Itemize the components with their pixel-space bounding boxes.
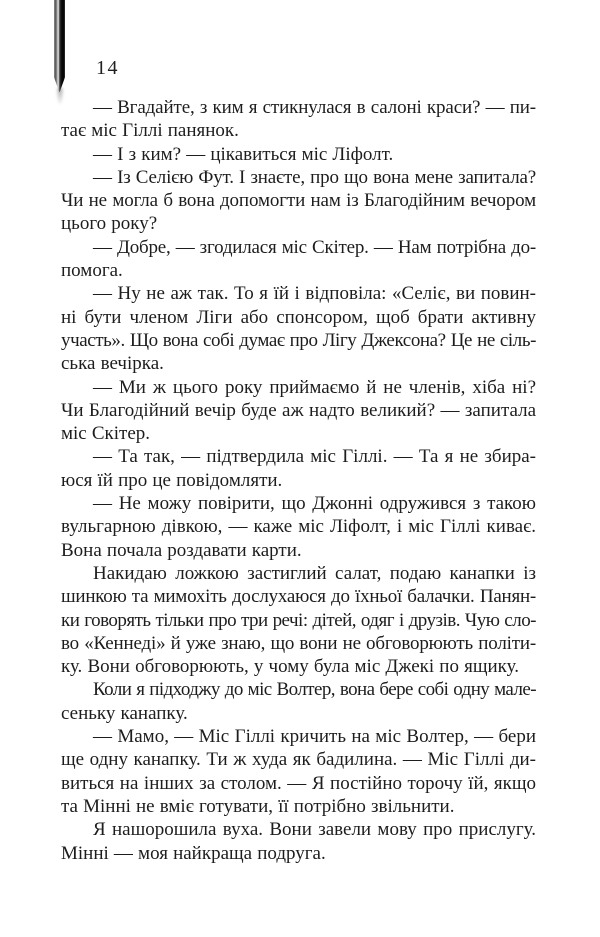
text-line: Накидаю ложкою застиглий салат, подаю канапки із [93,562,536,584]
paragraph [61,492,536,562]
text-line: — Добре, — згодилася міс Скітер. — Нам потрібна до- [93,236,536,258]
text-line: — Не можу повірити, що Джонні одружився з такою [93,493,536,515]
text-line: ська вечірка. [61,353,164,375]
text-line: юся їй про це повідомляти. [61,469,283,491]
text-line: шинкою та мимохіть дослухаюся до їхньої балачки. Панян- [61,586,536,608]
paragraph [61,725,536,818]
paragraph [61,678,536,725]
text-line: во «Кеннеді» й уже знаю, що вони не обговорюють політи- [61,632,536,654]
text-line: вульгарною дівкою, — каже міс Ліфолт, і міс Гіллі киває. [61,516,536,538]
page-number: 14 [96,57,119,79]
text-line: та Мінні не вміє готувати, її потрібно звільнити. [61,795,455,817]
text-line: Чи не могла б вона допомогти нам із Благодійним вечором [61,190,536,212]
paragraph [61,166,536,236]
paragraph [61,376,536,446]
text-line: помога. [61,260,123,282]
text-line: ні бути членом Ліги або спонсором, щоб брати активну [61,306,536,328]
paragraph [61,96,536,143]
text-line: — Мамо, — Міс Гіллі кричить на міс Волтер, — бери [93,726,536,748]
paragraph [61,562,536,678]
paragraph [61,236,536,283]
paragraph [61,445,536,492]
text-line: ще одну канапку. Ти ж худа як бадилина. — Міс Гіллі ди- [61,749,536,771]
text-line: участь». Що вона собі думає про Лігу Джексона? Це не сіль- [61,329,536,351]
text-line: Коли я підходжу до міс Волтер, вона бере собі одну мале- [93,679,536,701]
text-line: ки говорять тільки про три речі: дітей, одяг і друзів. Чую сло- [61,609,536,631]
text-line: Я нашорошила вуха. Вони завели мову про прислугу. [93,819,536,841]
text-line: ку. Вони обговорюють, у чому була міс Джекі по ящику. [61,656,519,678]
text-line: — Ну не аж так. То я їй і відповіла: «Селіє, ви повин- [93,283,536,305]
text-line: тає міс Гіллі панянок. [61,120,239,142]
text-line: сеньку канапку. [61,702,188,724]
bookmark-ribbon-body [54,0,65,92]
text-line: Чи Благодійний вечір буде аж надто великий? — запитала [61,399,536,421]
text-line: міс Скітер. [61,423,151,445]
text-line: — Та так, — підтвердила міс Гіллі. — Та я не збира- [93,446,536,468]
text-line: виться на інших за столом. — Я постійно торочу їй, якщо [61,772,536,794]
text-line: — Із Селією Фут. І знаєте, про що вона мене запитала? [93,166,536,188]
text-line: Мінні — моя найкраща подруга. [61,842,326,864]
paragraph [61,818,536,865]
text-line: — Вгадайте, з ким я стикнулася в салоні краси? — пи- [93,97,536,118]
bookmark-ribbon-icon [54,0,65,106]
text-line: — Ми ж цього року приймаємо й не членів, хіба ні? [93,376,536,398]
page-text [61,96,536,865]
paragraph [61,143,536,166]
paragraph [61,282,536,375]
text-line: Вона почала роздавати карти. [61,539,302,561]
text-line: цього року? [61,213,158,235]
text-line: — І з ким? — цікавиться міс Ліфолт. [93,143,394,165]
